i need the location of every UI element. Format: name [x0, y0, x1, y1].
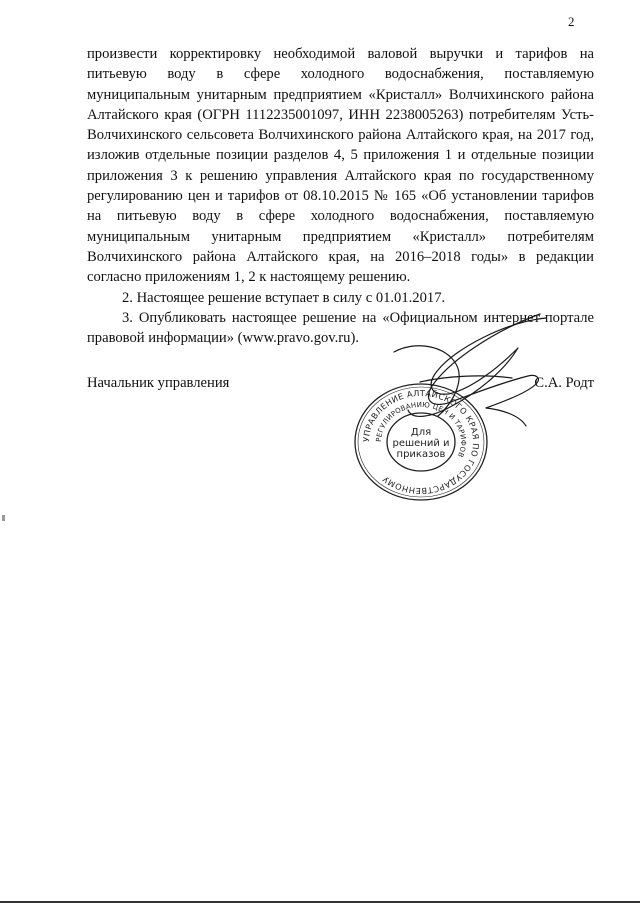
- seal-center-line-3: приказов: [396, 449, 446, 460]
- paragraph-1: произвести корректировку необходимой валовой выручки и тарифов на питьевую воду в сфере холодного водоснабжения, поставляемую муниципальным унитарным предприятием «Кристалл» Волчихинского района Алтайского края (ОГРН 1112235001097, ИНН 2238005263) потребителям Усть-Волчихинского сельсовета Волчихинского района Алтайского края, на 2017 год, изложив отдельные позиции разделов 4, 5 приложения 1 и отдельные позиции приложения 3 к решению управления Алтайского края по государственному регулированию цен и тарифов от 08.10.2015 № 165 «Об установлении тарифов на питьевую воду в сфере холодного водоснабжения, поставляемую муниципальным унитарным предприятием «Кристалл» потребителям Волчихинского района Алтайского края, на 2016–2018 годы» в редакции согласно приложениям 1, 2 к настоящему решению.: [87, 46, 594, 286]
- margin-mark: [2, 515, 5, 521]
- handwritten-signature: [386, 312, 556, 432]
- seal-outer-text: УПРАВЛЕНИЕ АЛТАЙСКОГО КРАЯ ПО ГОСУДАРСТВЕННОМУ: [360, 387, 482, 497]
- seal-center-line-1: Для: [410, 427, 432, 438]
- document-body: [87, 44, 594, 348]
- paragraph-3: 3. Опубликовать настоящее решение на «Официальном интернет-портале правовой информации» (www.pravo.gov.ru).: [87, 309, 594, 347]
- paragraph-2: 2. Настоящее решение вступает в силу с 01.01.2017.: [122, 289, 446, 306]
- seal-inner-text: РЕГУЛИРОВАНИЮ ЦЕН И ТАРИФОВ: [374, 400, 468, 459]
- scan-bottom-edge: [0, 901, 640, 903]
- signatory-name: С.А. Родт: [534, 375, 594, 391]
- signatory-title: Начальник управления: [87, 375, 230, 391]
- seal-center-line-2: решений и: [392, 438, 450, 449]
- page-number: 2: [568, 14, 575, 29]
